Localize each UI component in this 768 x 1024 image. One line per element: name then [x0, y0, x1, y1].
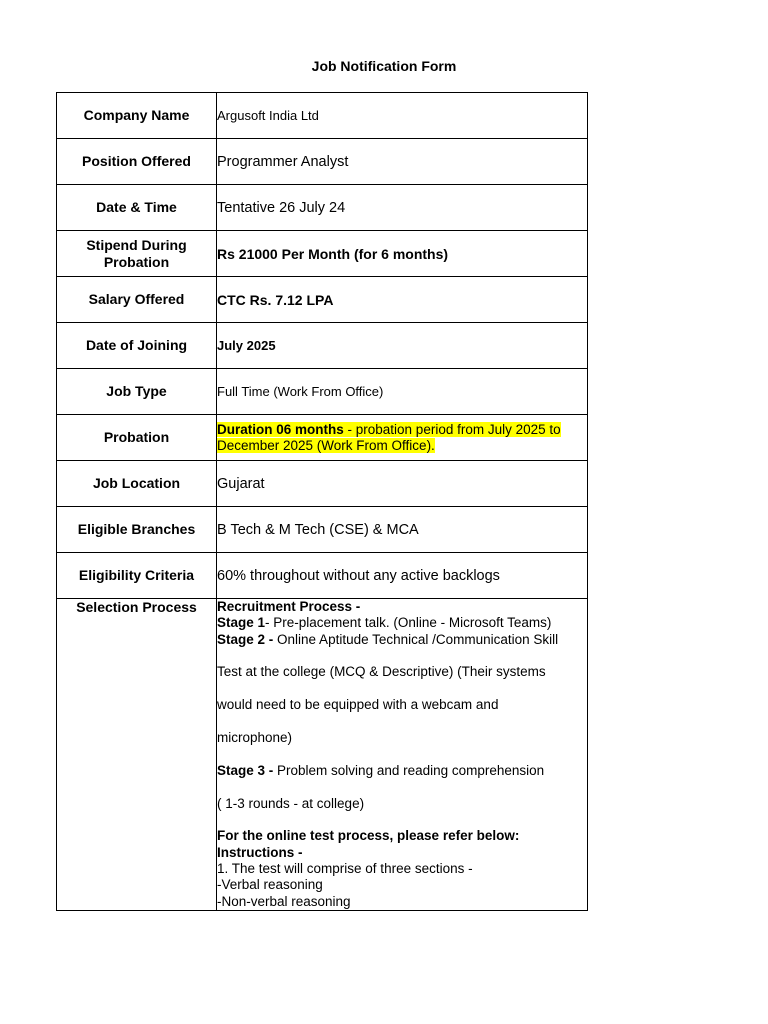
stage2-line3: would need to be equipped with a webcam and	[217, 697, 499, 713]
stipend-label: Stipend During Probation	[57, 231, 217, 277]
stage2-text: Online Aptitude Technical /Communication Skill	[273, 631, 559, 647]
table-row	[57, 139, 588, 185]
table-row	[57, 507, 588, 553]
table-row	[57, 93, 588, 139]
stage2-line2: Test at the college (MCQ & Descriptive) (Their systems	[217, 664, 546, 680]
job-notification-table	[56, 92, 588, 911]
joining-value: July 2025	[217, 323, 588, 369]
job-type-value: Full Time (Work From Office)	[217, 369, 588, 415]
stage2-label: Stage 2 -	[217, 631, 274, 647]
table-row	[57, 599, 588, 911]
company-name-label: Company Name	[57, 93, 217, 139]
date-time-label: Date & Time	[57, 185, 217, 231]
probation-label: Probation	[57, 415, 217, 461]
location-label: Job Location	[57, 461, 217, 507]
stipend-value: Rs 21000 Per Month (for 6 months)	[217, 231, 588, 277]
recruitment-heading: Recruitment Process -	[217, 599, 361, 614]
instruction-item: 1. The test will comprise of three sections -	[217, 860, 473, 876]
stage3-label: Stage 3 -	[217, 762, 274, 778]
location-value: Gujarat	[217, 461, 588, 507]
date-time-value: Tentative 26 July 24	[217, 185, 588, 231]
salary-value: CTC Rs. 7.12 LPA	[217, 277, 588, 323]
job-type-label: Job Type	[57, 369, 217, 415]
table-row	[57, 461, 588, 507]
position-label: Position Offered	[57, 139, 217, 185]
online-test-note: For the online test process, please refer below:	[217, 828, 520, 844]
table-row	[57, 231, 588, 277]
branches-value: B Tech & M Tech (CSE) & MCA	[217, 507, 588, 553]
stage1-label: Stage 1	[217, 615, 266, 631]
stage3-line2: ( 1-3 rounds - at college)	[217, 795, 365, 811]
selection-label: Selection Process	[57, 599, 217, 911]
instruction-item: -Verbal reasoning	[217, 877, 323, 893]
stage3-text: Problem solving and reading comprehension	[273, 762, 545, 778]
instruction-item: -Non-verbal reasoning	[217, 893, 351, 909]
branches-label: Eligible Branches	[57, 507, 217, 553]
probation-duration: Duration 06 months	[217, 421, 344, 437]
table-row	[57, 369, 588, 415]
table-row	[57, 415, 588, 461]
stage1-text: - Pre-placement talk. (Online - Microsoft Teams)	[265, 615, 552, 631]
company-name-value: Argusoft India Ltd	[217, 93, 588, 139]
salary-label: Salary Offered	[57, 277, 217, 323]
table-row	[57, 553, 588, 599]
table-row	[57, 323, 588, 369]
criteria-value: 60% throughout without any active backlogs	[217, 553, 588, 599]
selection-value	[217, 599, 588, 911]
page-title: Job Notification Form	[311, 58, 457, 74]
stage2-line4: microphone)	[217, 729, 293, 745]
probation-details: - probation period from July 2025 to December 2025 (Work From Office).	[217, 421, 561, 453]
table-row	[57, 185, 588, 231]
joining-label: Date of Joining	[57, 323, 217, 369]
criteria-label: Eligibility Criteria	[57, 553, 217, 599]
position-value: Programmer Analyst	[217, 139, 588, 185]
table-row	[57, 277, 588, 323]
instructions-label: Instructions -	[217, 844, 303, 860]
probation-value	[217, 415, 588, 461]
